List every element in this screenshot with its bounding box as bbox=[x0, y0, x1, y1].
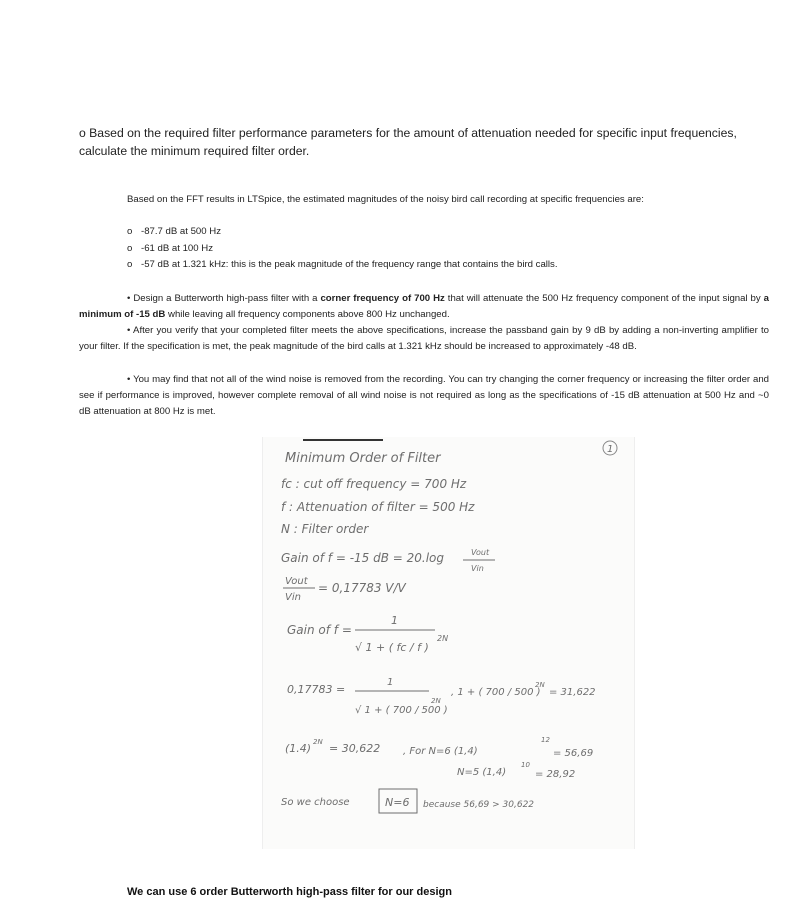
hw-eq-num: 1 bbox=[387, 677, 394, 688]
magnitude-list bbox=[127, 224, 558, 274]
hw-power: (1.4) bbox=[285, 742, 312, 755]
hw-for-n5-exp: 10 bbox=[521, 761, 530, 769]
hw-ratio-top: Vout bbox=[285, 576, 308, 587]
hw-eq-den: √ 1 + ( 700 / 500 ) bbox=[355, 705, 448, 716]
hw-gain-formula-num: 1 bbox=[391, 614, 398, 627]
hw-for-n6-exp: 12 bbox=[541, 736, 550, 744]
hw-gain-formula-left: Gain of f = bbox=[287, 623, 352, 637]
hw-choose-box-text: N=6 bbox=[385, 796, 410, 809]
hw-for-n6: , For N=6 (1,4) bbox=[403, 746, 478, 757]
hw-power-exp: 2N bbox=[313, 738, 323, 746]
list-item: o -61 dB at 100 Hz bbox=[127, 242, 213, 254]
hw-for-n6-val: = 56,69 bbox=[553, 748, 594, 759]
hw-eq-right-exp: 2N bbox=[535, 681, 545, 689]
hw-line-fc: fc : cut off frequency = 700 Hz bbox=[281, 477, 467, 491]
hw-gain-formula-den: √ 1 + ( fc / f ) bbox=[355, 641, 429, 654]
hw-choose-a: So we choose bbox=[281, 797, 350, 808]
hw-eq-right: , 1 + ( 700 / 500 ) bbox=[451, 687, 541, 698]
question-text: o Based on the required filter performance parameters for the amount of attenuation needed for specific input frequencies, calculate the minimum required filter order. bbox=[79, 126, 737, 158]
hw-line-n: N : Filter order bbox=[281, 522, 369, 536]
hw-title: Minimum Order of Filter bbox=[285, 451, 441, 466]
handwritten-notes bbox=[263, 437, 634, 849]
spec-paragraph-3: • You may find that not all of the wind noise is removed from the recording. You can try changing the corner frequency or increasing the filter order and see if performance is improved, however complete removal of all wind noise is not required as long as the specifications of -15 dB attenuation at 500 Hz and ~0 dB attenuation at 800 Hz is met. bbox=[79, 374, 769, 417]
hw-ratio-bottom: Vin bbox=[285, 592, 301, 603]
handwritten-calculation-scan bbox=[262, 437, 635, 849]
spec-paragraph-1: • Design a Butterworth high-pass filter with a corner frequency of 700 Hz that will attenuate the 500 Hz frequency component of the input signal by a minimum of -15 dB while leaving all frequency components above 800 Hz unchanged. bbox=[79, 293, 769, 320]
hw-ratio-value: = 0,17783 V/V bbox=[318, 581, 406, 595]
hw-for-n5-val: = 28,92 bbox=[535, 769, 576, 780]
hw-eq-left: 0,17783 = bbox=[287, 683, 346, 696]
spec-paragraph-2: • After you verify that your completed filter meets the above specifications, increase the passband gain by 9 dB by adding a non-inverting amplifier to your filter. If the specification is met, the peak magnitude of the bird calls at 1.321 kHz should be increased to approximately -48 dB. bbox=[79, 325, 769, 352]
conclusion-text: We can use 6 order Butterworth high-pass filter for our design bbox=[127, 886, 452, 898]
hw-eq-right-val: = 31,622 bbox=[549, 687, 596, 698]
hw-power-val: = 30,622 bbox=[329, 742, 381, 755]
hw-gain-frac-top: Vout bbox=[471, 548, 490, 557]
hw-for-n5: N=5 (1,4) bbox=[457, 767, 507, 778]
page-number: 1 bbox=[607, 444, 614, 455]
list-item: o -57 dB at 1.321 kHz: this is the peak magnitude of the frequency range that contains the bird calls. bbox=[127, 259, 558, 270]
hw-gain-frac-bottom: Vin bbox=[471, 564, 484, 573]
hw-eq-exp: 2N bbox=[431, 697, 441, 705]
hw-line-f: f : Attenuation of filter = 500 Hz bbox=[281, 500, 475, 514]
fft-intro bbox=[79, 192, 769, 208]
hw-choose-b: because 56,69 > 30,622 bbox=[423, 800, 535, 810]
fft-intro-text: Based on the FFT results in LTSpice, the estimated magnitudes of the noisy bird call recording at specific frequencies are: bbox=[127, 194, 644, 205]
hw-gain-formula-exp: 2N bbox=[437, 634, 449, 643]
list-item: o -87.7 dB at 500 Hz bbox=[127, 226, 221, 237]
hw-gain-db: Gain of f = -15 dB = 20.log bbox=[281, 551, 445, 565]
